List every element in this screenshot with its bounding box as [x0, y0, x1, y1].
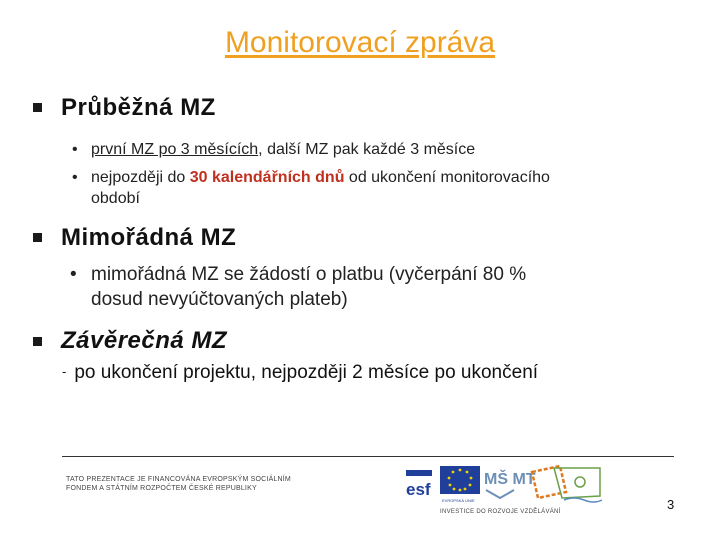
item-text-line2: období	[91, 190, 140, 207]
footer-divider	[62, 456, 674, 457]
bold-text: mimořádná MZ se žádostí o platbu	[91, 264, 384, 285]
list-item	[70, 262, 527, 312]
section-bullet	[33, 337, 42, 346]
list-item	[62, 362, 538, 384]
dash-bullet: -	[62, 364, 67, 379]
page-number: 3	[667, 497, 675, 512]
bullet-dot: •	[72, 141, 78, 158]
footer-line: FONDEM A STÁTNÍM ROZPOČTEM ČESKÉ REPUBLIKY	[66, 485, 257, 492]
item-text: (vyčerpání 80 %	[383, 264, 527, 285]
section-heading-zaverecna: Závěrečná MZ	[61, 327, 228, 354]
bullet-dot: •	[70, 264, 77, 285]
footer-line: TATO PREZENTACE JE FINANCOVÁNA EVROPSKÝM SOCIÁLNÍM	[66, 476, 291, 483]
logo-caption: INVESTICE DO ROZVOJE VZDĚLÁVÁNÍ	[440, 509, 561, 515]
item-text: nejpozději do	[91, 169, 190, 186]
list-item	[72, 167, 550, 209]
footer-funding-text	[66, 475, 336, 493]
section-heading-prubezna: Průběžná MZ	[61, 94, 216, 121]
svg-text:EVROPSKÁ UNIE: EVROPSKÁ UNIE	[442, 498, 475, 503]
eu-flag-logo	[440, 466, 480, 503]
footer-logos	[404, 462, 604, 506]
item-text: od ukončení monitorovacího	[344, 169, 550, 186]
section-heading-mimoradna: Mimořádná MZ	[61, 224, 237, 251]
item-text-line2: dosud nevyúčtovaných plateb)	[91, 289, 348, 310]
op-vk-logo	[532, 466, 602, 502]
underlined-text: první MZ po 3 měsících	[91, 141, 259, 158]
msmt-logo	[484, 469, 536, 498]
bullet-dot: •	[72, 169, 78, 186]
list-item	[72, 139, 476, 160]
svg-text:esf: esf	[406, 480, 431, 499]
highlight-text: 30 kalendářních dnů	[189, 169, 345, 186]
item-text: po ukončení projektu, nejpozději 2 měsíce po ukončení	[74, 362, 539, 383]
item-text: , další MZ pak každé 3 měsíce	[258, 141, 476, 158]
esf-logo	[404, 468, 434, 500]
section-bullet	[33, 103, 42, 112]
page-title: Monitorovací zpráva	[224, 26, 496, 59]
section-bullet	[33, 233, 42, 242]
svg-text:MŠ MT: MŠ MT	[484, 471, 536, 488]
